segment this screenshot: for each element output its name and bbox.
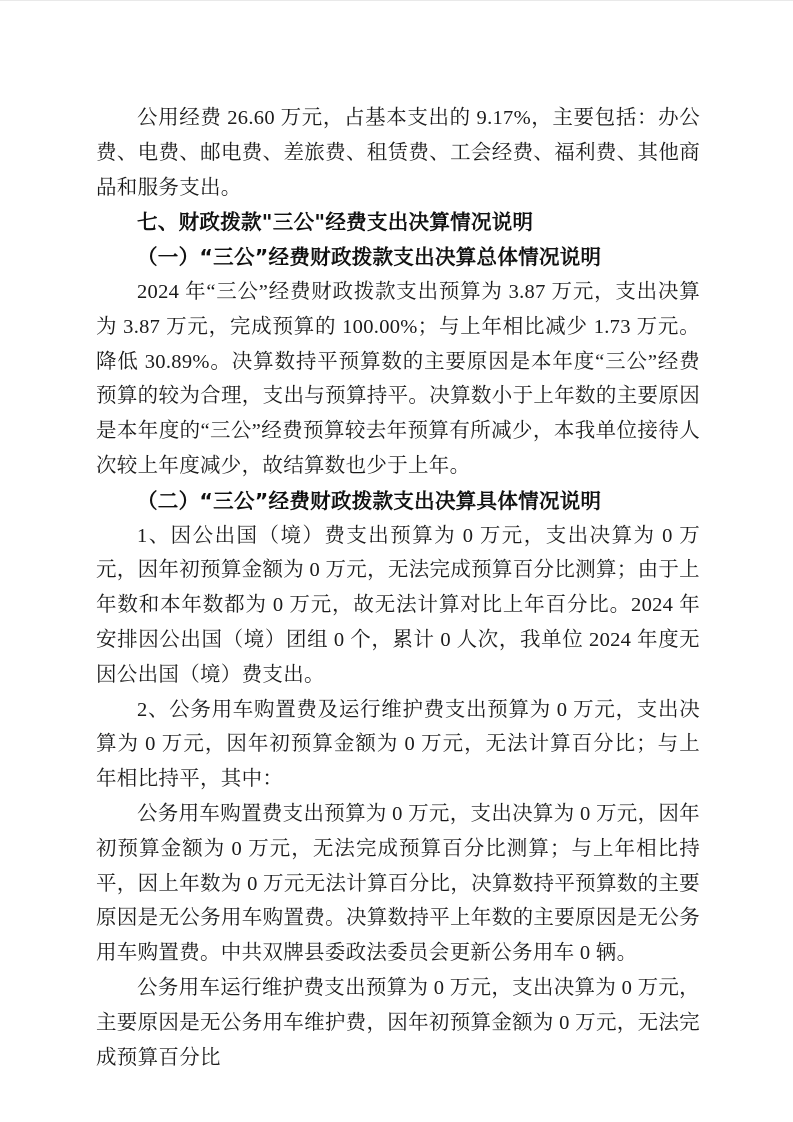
body-paragraph: 2、公务用车购置费及运行维护费支出预算为 0 万元，支出决算为 0 万元，因年初预算金额为 0 万元，无法计算百分比；与上年相比持平，其中： — [96, 698, 700, 791]
section-heading: （一）“三公”经费财政拨款支出决算总体情况说明 — [137, 245, 602, 270]
body-paragraph: 2024 年“三公”经费财政拨款支出预算为 3.87 万元，支出决算为 3.87 万元，完成预算的 100.00%；与上年相比减少 1.73 万元。降低 30.89%。决算数持平预算数的主要原因是本年度“三公”经费预算的较为合理，支出与预算持平。决算数小于上年数的主要原因是本年度的“三公”经费预算较去年预算有所减少，本我单位接待人次较上年度减少，故结算数也少于上年。 — [96, 280, 700, 477]
body-paragraph: 公务用车运行维护费支出预算为 0 万元，支出决算为 0 万元，主要原因是无公务用车维护费，因年初预算金额为 0 万元，无法完成预算百分比 — [96, 976, 700, 1069]
document-body — [96, 101, 700, 1075]
body-paragraph: 公务用车购置费支出预算为 0 万元，支出决算为 0 万元，因年初预算金额为 0 万元，无法完成预算百分比测算；与上年相比持平，因上年数为 0 万元无法计算百分比，决算数持平预算数的主要原因是无公务用车购置费。决算数持平上年数的主要原因是无公务用车购置费。中共双牌县委政法委员会更新公务用车 0 辆。 — [96, 802, 700, 965]
body-paragraph: 公用经费 26.60 万元，占基本支出的 9.17%，主要包括：办公费、电费、邮电费、差旅费、租赁费、工会经费、福利费、其他商品和服务支出。 — [96, 107, 700, 199]
section-heading: 七、财政拨款"三公"经费支出决算情况说明 — [137, 210, 534, 235]
body-paragraph: 1、因公出国（境）费支出预算为 0 万元，支出决算为 0 万元，因年初预算金额为 0 万元，无法完成预算百分比测算；由于上年数和本年数都为 0 万元，故无法计算对比上年百分比。2024 年安排因公出国（境）团组 0 个，累计 0 人次，我单位 2024 年度无因公出国（境）费支出。 — [96, 524, 700, 686]
section-heading: （二）“三公”经费财政拨款支出决算具体情况说明 — [137, 488, 602, 513]
